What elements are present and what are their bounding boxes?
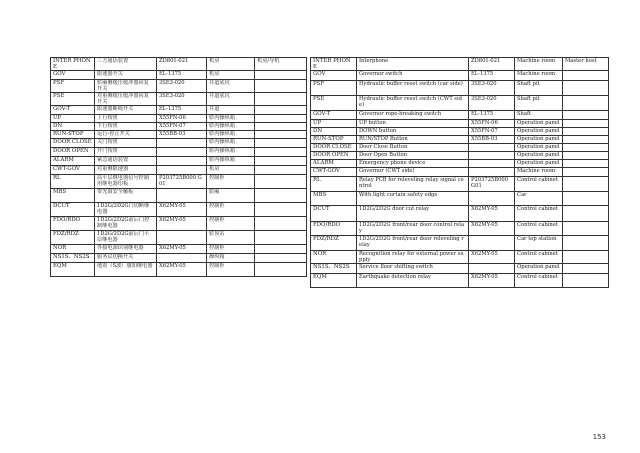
table-row xyxy=(51,115,307,123)
table-cell xyxy=(563,177,609,192)
table-cell: Operation panel xyxy=(515,264,563,274)
table-cell xyxy=(563,71,609,81)
table-cell: 机房 xyxy=(207,58,255,71)
table-cell: 3SE3-020 xyxy=(157,80,207,93)
table-cell xyxy=(563,251,609,264)
table-cell xyxy=(157,157,207,166)
table-row xyxy=(311,168,609,177)
table-cell: 轿内操纵箱 xyxy=(207,139,255,148)
table-cell: Interphone xyxy=(357,58,469,71)
table-cell: 下行按钮 xyxy=(95,123,157,131)
table-row xyxy=(311,222,609,236)
table-cell: DOWN button xyxy=(357,128,469,136)
table-row xyxy=(311,160,609,168)
table-row xyxy=(51,139,307,148)
table-cell: NOR xyxy=(311,251,357,264)
table-cell: 1D2G/2D2G门切断继电器 xyxy=(95,203,157,217)
table-cell: X55FN-06 xyxy=(157,115,207,123)
table-cell xyxy=(563,120,609,128)
table-row xyxy=(51,106,307,115)
table-cell: DOOR CLOSE xyxy=(311,144,357,152)
table-cell: 井道底坑 xyxy=(207,80,255,93)
table-cell: PSE xyxy=(51,93,95,106)
table-cell xyxy=(255,203,307,217)
table-row xyxy=(51,123,307,131)
table-cell: DOOR OPEN xyxy=(311,152,357,160)
table-cell: PSF xyxy=(51,80,95,93)
table-row xyxy=(311,136,609,144)
table-cell xyxy=(255,245,307,254)
table-row xyxy=(311,251,609,264)
table-cell: Operation panel xyxy=(515,128,563,136)
table-cell: Hydraulic buffer reset switch (CWT side) xyxy=(357,96,469,111)
table-cell: Shaft pit xyxy=(515,81,563,96)
table-cell: 轿内操纵箱 xyxy=(207,148,255,157)
table-cell xyxy=(255,115,307,123)
table-cell: Recognition relay for external power supply xyxy=(357,251,469,264)
table-cell xyxy=(255,139,307,148)
table-cell: Operation panel xyxy=(515,144,563,152)
table-cell: PSF xyxy=(311,81,357,96)
table-row xyxy=(311,206,609,222)
table-row xyxy=(311,96,609,111)
table-cell xyxy=(563,96,609,111)
table-row xyxy=(311,144,609,152)
table-row xyxy=(311,58,609,71)
table-cell xyxy=(563,168,609,177)
table-cell: X55FN-07 xyxy=(157,123,207,131)
table-cell xyxy=(255,189,307,203)
table-cell: Door Close Button xyxy=(357,144,469,152)
table-cell: 1D2G/2D2G front/rear door releveling relay xyxy=(357,236,469,251)
table-cell: 控制柜 xyxy=(207,175,255,189)
table-cell: EL-1375 xyxy=(157,106,207,115)
page-number: 153 xyxy=(592,433,606,441)
table-cell: FDZ/RDZ xyxy=(51,231,95,245)
table-cell: DN xyxy=(51,123,95,131)
table-cell: 井道底坑 xyxy=(207,93,255,106)
table-row xyxy=(311,71,609,81)
table-cell: Governor rope-breaking switch xyxy=(357,111,469,120)
table-cell xyxy=(255,93,307,106)
table-cell: EQM xyxy=(51,263,95,277)
table-cell: NS1S、NS2S xyxy=(51,254,95,263)
table-cell: 轿厢 xyxy=(207,189,255,203)
table-cell: ZD801-021 xyxy=(157,58,207,71)
table-cell: 高平层继电器信号控制用继电器印板 xyxy=(95,175,157,189)
table-cell: EL-1375 xyxy=(469,111,515,120)
table-cell: With light curtain safety edge xyxy=(357,192,469,206)
table-cell: Control cabinet xyxy=(515,274,563,288)
table-cell: INTER PHONE xyxy=(51,58,95,71)
table-cell: 限速器开关 xyxy=(95,71,157,80)
table-cell: X62MY-05 xyxy=(469,206,515,222)
table-cell: Control cabinet xyxy=(515,177,563,192)
table-cell: UP button xyxy=(357,120,469,128)
table-cell: 控制柜 xyxy=(207,263,255,277)
table-cell: GOV-T xyxy=(311,111,357,120)
table-cell: 3SE3-020 xyxy=(469,96,515,111)
table-cell: 控制柜 xyxy=(207,203,255,217)
table-cell: DOOR CLOSE xyxy=(51,139,95,148)
table-cell: Machine room xyxy=(515,58,563,71)
table-row xyxy=(51,245,307,254)
table-cell xyxy=(563,236,609,251)
table-cell: 机房 xyxy=(207,71,255,80)
table-cell: 1D2G/2D2G前后门平层继电器 xyxy=(95,231,157,245)
table-cell: EQM xyxy=(311,274,357,288)
table-row xyxy=(51,166,307,175)
table-row xyxy=(51,175,307,189)
table-cell: 开门按钮 xyxy=(95,148,157,157)
table-cell xyxy=(563,81,609,96)
table-row xyxy=(311,177,609,192)
table-cell: Control cabinet xyxy=(515,206,563,222)
table-cell: X55FN-06 xyxy=(469,120,515,128)
table-cell: 关门按钮 xyxy=(95,139,157,148)
table-row xyxy=(51,131,307,139)
table-cell xyxy=(563,128,609,136)
table-cell xyxy=(563,192,609,206)
table-cell xyxy=(255,157,307,166)
table-cell: 轿内操纵箱 xyxy=(207,123,255,131)
table-cell: NS1S、NS2S xyxy=(311,264,357,274)
table-cell xyxy=(157,189,207,203)
component-table-english-body xyxy=(311,58,609,288)
table-cell: Control cabinet xyxy=(515,251,563,264)
table-cell: X62MY-05 xyxy=(157,217,207,231)
table-cell: CWT-GOV xyxy=(51,166,95,175)
table-cell xyxy=(255,217,307,231)
table-cell: 1D2G/2D2G door cut relay xyxy=(357,206,469,222)
table-row xyxy=(311,81,609,96)
table-cell: 1D2G/2D2G front/rear door control relay xyxy=(357,222,469,236)
table-cell: DN xyxy=(311,128,357,136)
table-row xyxy=(51,148,307,157)
table-cell xyxy=(255,80,307,93)
table-cell: 操纵箱 xyxy=(207,254,255,263)
table-cell: DCUT xyxy=(51,203,95,217)
table-cell xyxy=(563,152,609,160)
table-cell: 轿顶站 xyxy=(207,231,255,245)
table-cell xyxy=(157,139,207,148)
table-cell xyxy=(469,144,515,152)
table-cell xyxy=(469,168,515,177)
table-cell: Emergency phone device xyxy=(357,160,469,168)
table-cell: GOV xyxy=(51,71,95,80)
table-cell: 三方通话装置 xyxy=(95,58,157,71)
table-cell: RUN/STOP Button xyxy=(357,136,469,144)
table-cell: Governor switch xyxy=(357,71,469,81)
table-cell: 对重侧缓压缓冲器回复开关 xyxy=(95,93,157,106)
table-cell: UP xyxy=(51,115,95,123)
table-cell xyxy=(563,111,609,120)
table-cell: 机房/导机 xyxy=(255,58,307,71)
table-cell: Hydraulic buffer reset switch (car side) xyxy=(357,81,469,96)
table-cell: 上行按钮 xyxy=(95,115,157,123)
table-cell: Operation panel xyxy=(515,152,563,160)
table-cell xyxy=(469,264,515,274)
table-cell: X62MY-05 xyxy=(157,203,207,217)
table-cell: Car top station xyxy=(515,236,563,251)
table-cell: Operation panel xyxy=(515,160,563,168)
table-row xyxy=(51,80,307,93)
table-cell: UP xyxy=(311,120,357,128)
table-cell: PSE xyxy=(311,96,357,111)
table-cell: Operation panel xyxy=(515,136,563,144)
table-row xyxy=(51,217,307,231)
table-row xyxy=(311,192,609,206)
table-row xyxy=(311,128,609,136)
table-cell: Earthquake detection relay xyxy=(357,274,469,288)
table-cell xyxy=(255,231,307,245)
table-cell xyxy=(255,106,307,115)
table-cell: P203725B000 G01 xyxy=(469,177,515,192)
table-cell: ALARM xyxy=(51,157,95,166)
table-cell: 紧急通话装置 xyxy=(95,157,157,166)
table-cell xyxy=(563,136,609,144)
table-cell xyxy=(255,254,307,263)
table-cell xyxy=(255,123,307,131)
table-cell: EL-1375 xyxy=(469,71,515,81)
table-cell: X62MY-05 xyxy=(469,251,515,264)
table-row xyxy=(311,236,609,251)
table-row xyxy=(311,274,609,288)
table-cell: GOV-T xyxy=(51,106,95,115)
table-cell xyxy=(255,148,307,157)
table-cell: ZD801-021 xyxy=(469,58,515,71)
table-cell xyxy=(563,206,609,222)
table-cell xyxy=(563,264,609,274)
table-cell: NOR xyxy=(51,245,95,254)
table-cell: 1D2G/2D2G前后门控制继电器 xyxy=(95,217,157,231)
table-cell xyxy=(469,152,515,160)
table-cell: Door Open Button xyxy=(357,152,469,160)
table-cell: Control cabinet xyxy=(515,222,563,236)
table-cell xyxy=(255,263,307,277)
table-cell: RL xyxy=(311,177,357,192)
table-cell: 限速器断绳开关 xyxy=(95,106,157,115)
table-cell xyxy=(563,144,609,152)
table-cell: FDZ/RDZ xyxy=(311,236,357,251)
table-cell: 带光幕安全触板 xyxy=(95,189,157,203)
table-cell: MBS xyxy=(51,189,95,203)
table-cell xyxy=(157,254,207,263)
table-cell: X55FN-07 xyxy=(469,128,515,136)
table-cell: Governor (CWT side) xyxy=(357,168,469,177)
table-row xyxy=(311,120,609,128)
table-cell: X55BB-03 xyxy=(469,136,515,144)
table-cell: RL xyxy=(51,175,95,189)
table-row xyxy=(51,71,307,80)
table-cell xyxy=(563,274,609,288)
table-cell: 3SE3-020 xyxy=(157,93,207,106)
table-cell xyxy=(255,131,307,139)
table-cell xyxy=(563,222,609,236)
table-row xyxy=(51,263,307,277)
table-cell: Machine room xyxy=(515,71,563,81)
table-cell: 轿内操纵箱 xyxy=(207,131,255,139)
table-cell xyxy=(563,160,609,168)
table-cell: Shaft xyxy=(515,111,563,120)
table-row xyxy=(311,111,609,120)
table-cell: 控制柜 xyxy=(207,217,255,231)
table-row xyxy=(311,264,609,274)
table-cell: 地震（S波）感知继电器 xyxy=(95,263,157,277)
table-cell: DCUT xyxy=(311,206,357,222)
table-row xyxy=(51,203,307,217)
table-row xyxy=(51,231,307,245)
component-table-chinese xyxy=(50,57,307,277)
table-cell xyxy=(157,148,207,157)
table-cell: GOV xyxy=(311,71,357,81)
table-cell: 3SE3-020 xyxy=(469,81,515,96)
table-cell: 外接电源识别继电器 xyxy=(95,245,157,254)
table-cell xyxy=(157,166,207,175)
table-cell: 井道 xyxy=(207,106,255,115)
table-cell: INTER PHONE xyxy=(311,58,357,71)
table-cell: ALARM xyxy=(311,160,357,168)
table-cell: 轿厢侧缓压缓冲器回复开关 xyxy=(95,80,157,93)
table-cell: X62MY-05 xyxy=(157,245,207,254)
table-row xyxy=(311,152,609,160)
table-cell: P203725B000 G01 xyxy=(157,175,207,189)
table-cell: 轿内操纵箱 xyxy=(207,115,255,123)
table-row xyxy=(51,189,307,203)
table-cell: 机房 xyxy=(207,166,255,175)
table-cell xyxy=(255,175,307,189)
table-row xyxy=(51,254,307,263)
table-cell xyxy=(255,71,307,80)
table-cell: Relay PCB for releveling relay signal control xyxy=(357,177,469,192)
table-cell xyxy=(469,192,515,206)
table-cell: DOOR OPEN xyxy=(51,148,95,157)
table-cell: FDO/RDO xyxy=(51,217,95,231)
table-cell: Car xyxy=(515,192,563,206)
table-cell: Operation panel xyxy=(515,120,563,128)
table-row xyxy=(51,157,307,166)
table-cell: X55BB-03 xyxy=(157,131,207,139)
table-cell xyxy=(469,160,515,168)
table-cell: Shaft pit xyxy=(515,96,563,111)
table-cell xyxy=(255,166,307,175)
table-row xyxy=(51,93,307,106)
table-cell: X62MY-05 xyxy=(157,263,207,277)
table-cell: X62MY-05 xyxy=(469,222,515,236)
table-cell: FDO/RDO xyxy=(311,222,357,236)
table-cell: Master host xyxy=(563,58,609,71)
component-table-english xyxy=(310,57,609,288)
table-cell: Service floor shifting switch xyxy=(357,264,469,274)
table-cell: CWT-GOV xyxy=(311,168,357,177)
table-cell: X62MY-05 xyxy=(469,274,515,288)
table-cell: EL-1375 xyxy=(157,71,207,80)
table-cell: 控制柜 xyxy=(207,245,255,254)
table-cell: 对重侧限速器 xyxy=(95,166,157,175)
table-row xyxy=(51,58,307,71)
table-cell xyxy=(469,236,515,251)
table-cell: Machine room xyxy=(515,168,563,177)
component-table-chinese-body xyxy=(51,58,307,277)
table-cell: MBS xyxy=(311,192,357,206)
table-cell: RUN-STOP xyxy=(311,136,357,144)
table-cell: 运行-停止开关 xyxy=(95,131,157,139)
table-cell: 服务层切换开关 xyxy=(95,254,157,263)
table-cell: 轿内操纵箱 xyxy=(207,157,255,166)
table-cell xyxy=(157,231,207,245)
table-cell: RUN-STOP xyxy=(51,131,95,139)
